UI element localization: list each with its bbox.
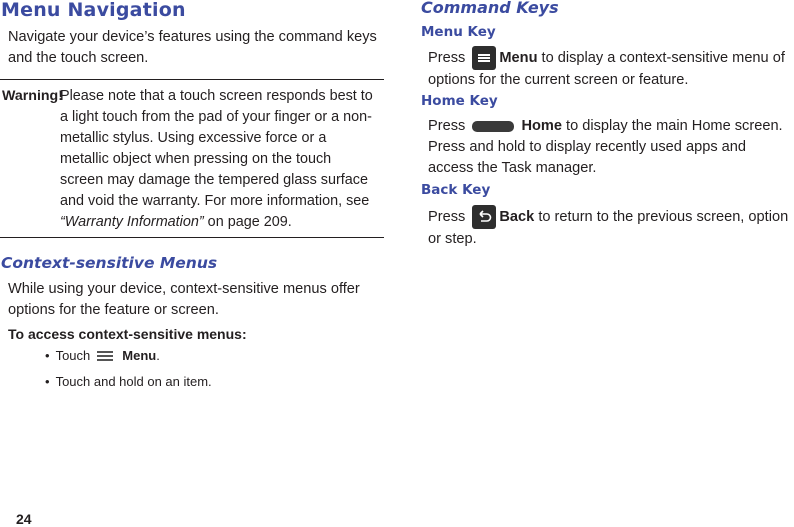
list-item <box>45 372 212 392</box>
warning-top-rule <box>0 79 384 80</box>
context-menus-subheading: To access context-sensitive menus: <box>8 326 247 342</box>
home-key-icon <box>472 121 514 132</box>
bullet-dot: • <box>45 374 50 389</box>
back-key-label: Back <box>499 208 535 225</box>
home-key-heading: Home Key <box>421 93 498 109</box>
warranty-link[interactable]: “Warranty Information” <box>60 214 204 230</box>
back-key-text <box>428 205 794 250</box>
intro-paragraph: Navigate your device’s features using the command keys and the touch screen. <box>8 29 377 66</box>
menu-key-icon <box>472 46 496 70</box>
bullet-suffix: . <box>156 348 160 363</box>
page-title: Menu Navigation <box>1 0 186 21</box>
page-number: 24 <box>16 511 32 527</box>
menu-key-text <box>428 46 794 91</box>
press-label: Press <box>428 49 466 66</box>
warning-text <box>60 86 378 233</box>
menu-key-description: to display a context-sensitive menu of options for the current screen or feature. <box>428 49 785 88</box>
context-menus-text: While using your device, context-sensitive menus offer options for the feature or screen. <box>8 281 360 318</box>
bullet-text: Touch and hold on an item. <box>55 374 212 389</box>
warning-label: Warning! <box>2 88 63 104</box>
back-key-icon <box>472 205 496 229</box>
menu-key-label: Menu <box>499 49 538 66</box>
home-key-text <box>428 116 794 179</box>
menu-key-heading: Menu Key <box>421 24 496 40</box>
warning-bottom-rule <box>0 237 384 238</box>
back-key-description: to return to the previous screen, option or step. <box>428 208 789 247</box>
command-keys-heading: Command Keys <box>421 0 559 17</box>
home-key-description: to display the main Home screen. Press and hold to display recently used apps and access the Task manager. <box>428 118 783 176</box>
press-label: Press <box>428 208 466 225</box>
bullet-dot: • <box>45 348 50 363</box>
press-label: Press <box>428 118 466 134</box>
context-menus-heading: Context-sensitive Menus <box>1 254 218 272</box>
menu-icon <box>95 349 117 363</box>
home-key-label: Home <box>521 118 562 134</box>
bullet-prefix: Touch <box>55 348 91 363</box>
list-item <box>45 346 160 366</box>
back-key-heading: Back Key <box>421 182 491 198</box>
warning-text-body: Please note that a touch screen responds best to a light touch from the pad of your finger or a non-metallic stylus. Using excessive force or a metallic object when pressing on the touch screen may damage the tempered glass surface and void the warranty. For more information, see <box>60 88 373 209</box>
warning-text-end: on page 209. <box>203 214 292 230</box>
bullet-menu-label: Menu <box>122 348 157 363</box>
